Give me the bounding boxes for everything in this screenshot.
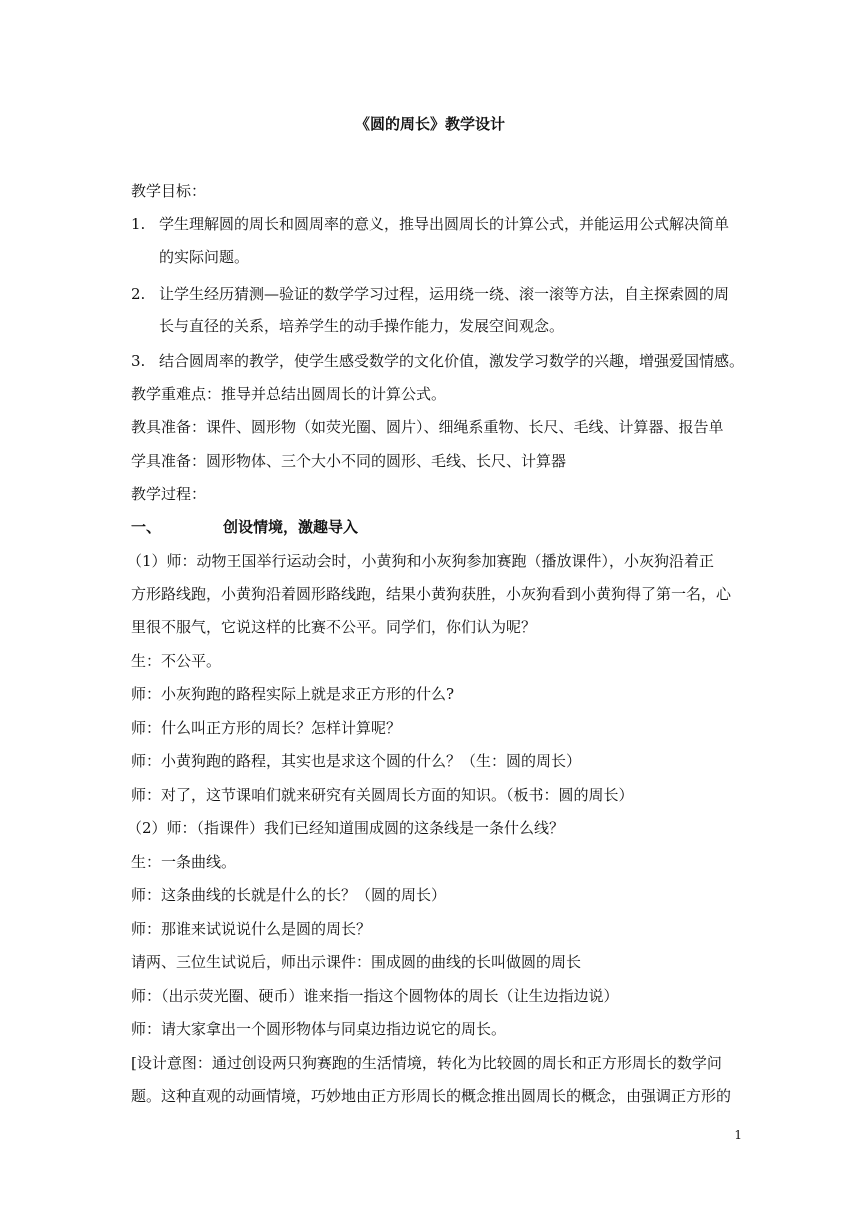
dialog2-line-4: 请两、三位生试说后，师出示课件：围成圆的曲线的长叫做圆的周长 <box>131 953 582 971</box>
dialog2-line-5: 师：（出示荧光圈、硬币）谁来指一指这个圆物体的周长（让生边指边说） <box>131 987 619 1005</box>
para-2: （2）师：（指课件）我们已经知道围成圆的这条线是一条什么线？ <box>127 819 565 837</box>
dialog2-line-3: 师：那谁来试说说什么是圆的周长？ <box>131 920 372 938</box>
heading-goals: 教学目标： <box>131 182 207 200</box>
dialog-line-3: 师：什么叫正方形的周长？怎样计算呢？ <box>131 719 402 737</box>
dialog2-line-1: 生：一条曲线。 <box>131 853 237 871</box>
goal-2-text: 让学生经历猜测—验证的数学学习过程，运用绕一绕、滚一滚等方法，自主探索圆的周 <box>159 285 730 303</box>
para-1-line-3: 里很不服气，它说这样的比赛不公平。同学们，你们认为呢？ <box>131 618 537 636</box>
dialog2-line-6: 师：请大家拿出一个圆形物体与同桌边指边说它的周长。 <box>131 1020 507 1038</box>
section-1-number: 一、 <box>131 518 162 536</box>
process-heading: 教学过程： <box>131 485 207 503</box>
dialog2-line-2: 师：这条曲线的长就是什么的长？（圆的周长） <box>131 886 447 904</box>
dialog-line-2: 师：小灰狗跑的路程实际上就是求正方形的什么? <box>131 685 455 703</box>
goal-1-line-1 <box>131 214 731 234</box>
dialog-line-5: 师：对了，这节课咱们就来研究有关圆周长方面的知识。（板书：圆的周长） <box>131 786 634 804</box>
para-1-line-1: （1）师：动物王国举行运动会时，小黄狗和小灰狗参加赛跑（播放课件），小灰狗沿着正 <box>127 552 715 570</box>
para-1-line-2: 方形路线跑，小黄狗沿着圆形路线跑，结果小黄狗获胜，小灰狗看到小黄狗得了第一名，心 <box>131 585 732 603</box>
goal-2-number: 2. <box>131 285 146 303</box>
key-points: 教学重难点：推导并总结出圆周长的计算公式。 <box>131 385 447 403</box>
goal-1-line-2: 的实际问题。 <box>159 248 250 266</box>
design-line-1: [设计意图：通过创设两只狗赛跑的生活情境，转化为比较圆的周长和正方形周长的数学问 <box>131 1054 722 1072</box>
design-line-2: 题。这种直观的动画情境，巧妙地由正方形周长的概念推出圆周长的概念，由强调正方形的 <box>131 1087 732 1105</box>
goal-2-line-1 <box>131 284 731 304</box>
goal-3-number: 3. <box>131 352 146 370</box>
goal-3-text: 结合圆周率的教学，使学生感受数学的文化价值，激发学习数学的兴趣，增强爱国情感。 <box>159 352 745 370</box>
goal-2-line-2: 长与直径的关系，培养学生的动手操作能力，发展空间观念。 <box>159 317 565 335</box>
teacher-tools: 教具准备：课件、圆形物（如荧光圈、圆片）、细绳系重物、长尺、毛线、计算器、报告单 <box>131 418 724 436</box>
goal-1-text: 学生理解圆的周长和圆周率的意义，推导出圆周长的计算公式，并能运用公式解决简单 <box>159 215 730 233</box>
document-title: 《圆的周长》教学设计 <box>354 115 505 133</box>
goal-3-line-1 <box>131 351 745 371</box>
page-number: 1 <box>734 1128 742 1142</box>
section-1-title: 创设情境，激趣导入 <box>223 518 359 536</box>
goal-1-number: 1. <box>131 215 146 233</box>
section-1-heading <box>131 517 731 537</box>
dialog-line-4: 师：小黄狗跑的路程，其实也是求这个圆的什么？（生：圆的周长） <box>131 752 582 770</box>
student-tools: 学具准备：圆形物体、三个大小不同的圆形、毛线、长尺、计算器 <box>131 452 567 470</box>
dialog-line-1: 生：不公平。 <box>131 652 222 670</box>
